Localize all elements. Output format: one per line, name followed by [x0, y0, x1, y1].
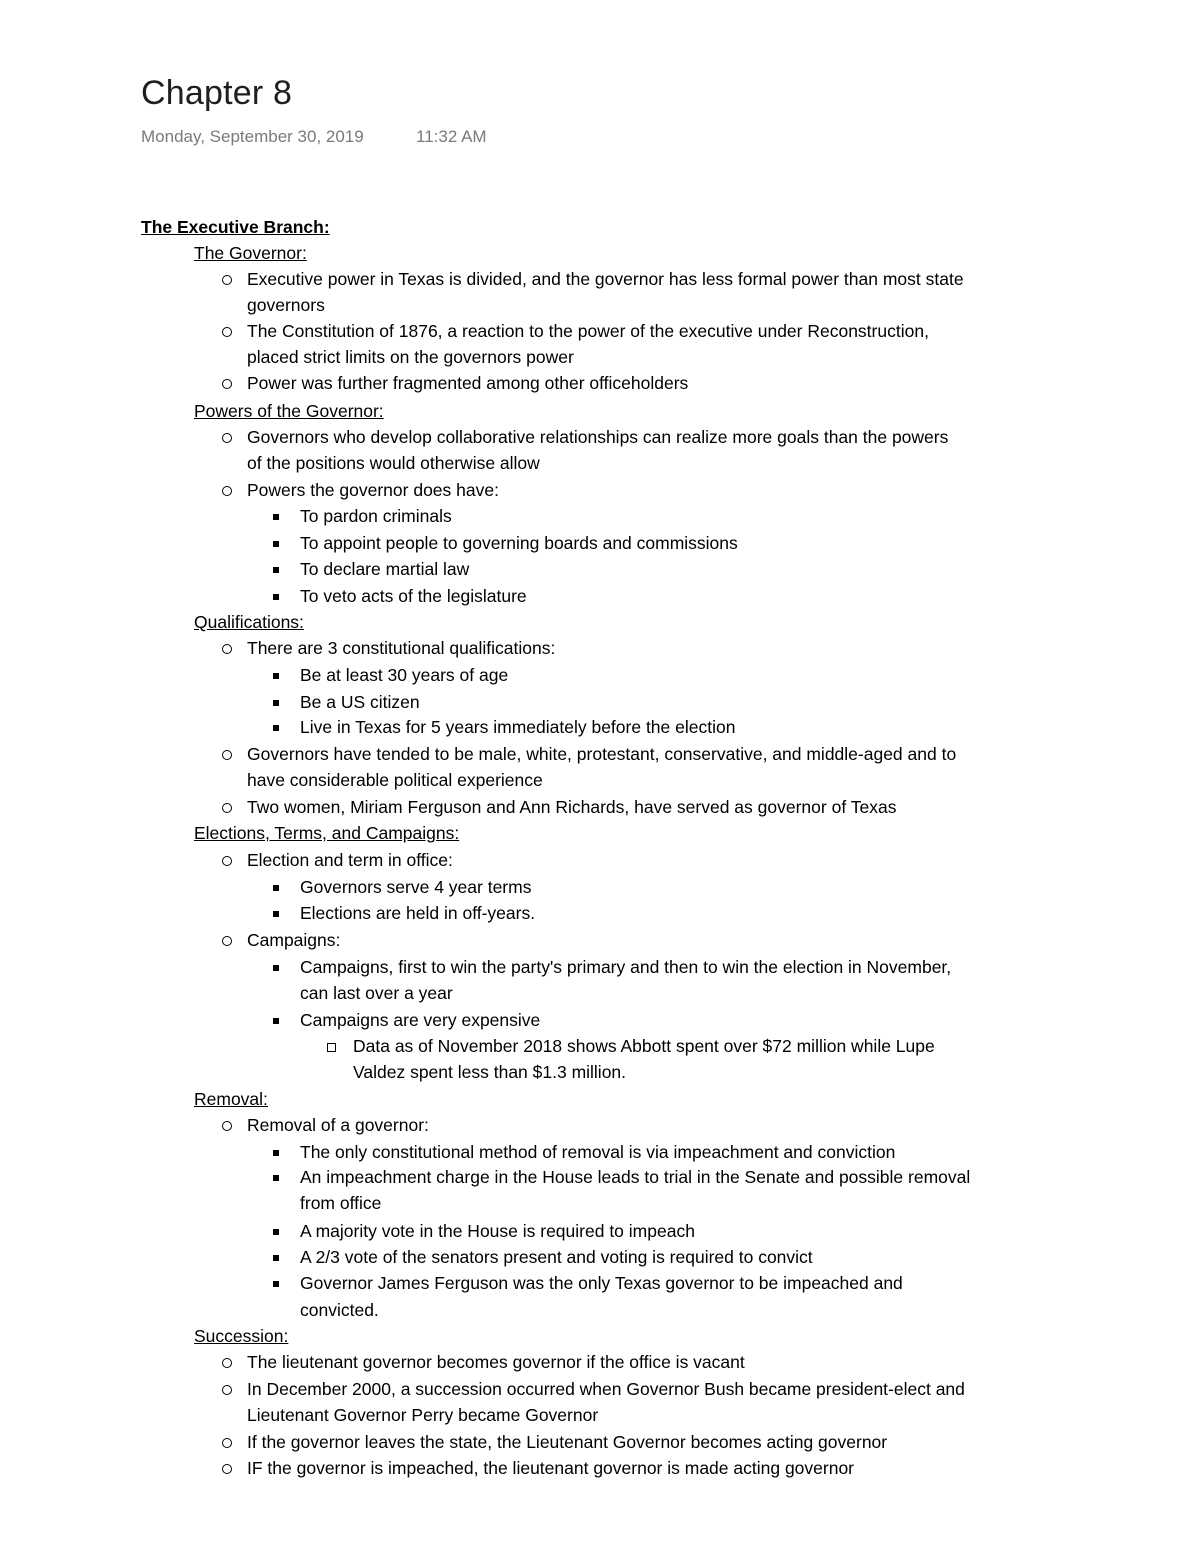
list-item: convicted.	[300, 1300, 379, 1320]
list-item: An impeachment charge in the House leads to trial in the Senate and possible removal	[300, 1167, 971, 1187]
section-heading: The Executive Branch:	[141, 217, 330, 237]
list-item: Removal of a governor:	[247, 1115, 429, 1135]
list-item: To appoint people to governing boards and commissions	[300, 533, 738, 553]
list-item: Campaigns, first to win the party's primary and then to win the election in November,	[300, 957, 952, 977]
circle-bullet-icon	[222, 1438, 232, 1448]
square-bullet-icon	[273, 541, 279, 547]
note-date: Monday, September 30, 2019	[141, 127, 364, 146]
list-item: governors	[247, 295, 325, 315]
circle-bullet-icon	[222, 1358, 232, 1368]
list-item: To veto acts of the legislature	[300, 586, 527, 606]
square-bullet-icon	[273, 885, 279, 891]
list-item: If the governor leaves the state, the Lieutenant Governor becomes acting governor	[247, 1432, 888, 1452]
list-item: Power was further fragmented among other officeholders	[247, 373, 689, 393]
list-item: IF the governor is impeached, the lieutenant governor is made acting governor	[247, 1458, 855, 1478]
list-item: Data as of November 2018 shows Abbott spent over $72 million while Lupe	[353, 1036, 935, 1056]
list-item: To declare martial law	[300, 559, 470, 579]
list-item: Campaigns:	[247, 930, 341, 950]
circle-bullet-icon	[222, 275, 232, 285]
circle-bullet-icon	[222, 856, 232, 866]
list-item: To pardon criminals	[300, 506, 452, 526]
list-item: can last over a year	[300, 983, 453, 1003]
subheading: Qualifications:	[194, 612, 304, 632]
list-item: In December 2000, a succession occurred when Governor Bush became president-elect and	[247, 1379, 965, 1399]
circle-bullet-icon	[222, 1121, 232, 1131]
list-item: A 2/3 vote of the senators present and voting is required to convict	[300, 1247, 813, 1267]
square-bullet-icon	[273, 594, 279, 600]
square-bullet-icon	[273, 965, 279, 971]
circle-bullet-icon	[222, 644, 232, 654]
list-item: Powers the governor does have:	[247, 480, 499, 500]
circle-bullet-icon	[222, 1385, 232, 1395]
square-bullet-icon	[273, 725, 279, 731]
square-bullet-icon	[273, 514, 279, 520]
list-item: Lieutenant Governor Perry became Governor	[247, 1405, 599, 1425]
list-item: from office	[300, 1193, 382, 1213]
note-time: 11:32 AM	[416, 127, 487, 146]
list-item: Campaigns are very expensive	[300, 1010, 541, 1030]
square-bullet-icon	[273, 1229, 279, 1235]
circle-bullet-icon	[222, 433, 232, 443]
list-item: There are 3 constitutional qualifications:	[247, 638, 556, 658]
square-bullet-icon	[273, 1281, 279, 1287]
list-item: Elections are held in off-years.	[300, 903, 536, 923]
list-item: have considerable political experience	[247, 770, 543, 790]
list-item: Governor James Ferguson was the only Texas governor to be impeached and	[300, 1273, 903, 1293]
list-item: The lieutenant governor becomes governor if the office is vacant	[247, 1352, 745, 1372]
subheading: The Governor:	[194, 243, 307, 263]
list-item: A majority vote in the House is required to impeach	[300, 1221, 695, 1241]
circle-bullet-icon	[222, 936, 232, 946]
square-bullet-icon	[273, 700, 279, 706]
list-item: Two women, Miriam Ferguson and Ann Richards, have served as governor of Texas	[247, 797, 897, 817]
circle-bullet-icon	[222, 379, 232, 389]
square-bullet-icon	[273, 673, 279, 679]
circle-bullet-icon	[222, 486, 232, 496]
list-item: placed strict limits on the governors power	[247, 347, 574, 367]
circle-bullet-icon	[222, 327, 232, 337]
circle-bullet-icon	[222, 750, 232, 760]
subheading: Elections, Terms, and Campaigns:	[194, 823, 460, 843]
square-bullet-icon	[273, 1018, 279, 1024]
list-item: Live in Texas for 5 years immediately before the election	[300, 717, 736, 737]
square-bullet-icon	[273, 567, 279, 573]
list-item: Governors have tended to be male, white, protestant, conservative, and middle-aged and to	[247, 744, 957, 764]
square-bullet-icon	[273, 1175, 279, 1181]
list-item: of the positions would otherwise allow	[247, 453, 540, 473]
subheading: Powers of the Governor:	[194, 401, 384, 421]
list-item: Governors who develop collaborative relationships can realize more goals than the powers	[247, 427, 949, 447]
list-item: Election and term in office:	[247, 850, 453, 870]
list-item: Executive power in Texas is divided, and the governor has less formal power than most state	[247, 269, 964, 289]
circle-bullet-icon	[222, 803, 232, 813]
hollow-square-bullet-icon	[327, 1043, 336, 1052]
circle-bullet-icon	[222, 1464, 232, 1474]
square-bullet-icon	[273, 1150, 279, 1156]
list-item: Valdez spent less than $1.3 million.	[353, 1062, 627, 1082]
square-bullet-icon	[273, 1255, 279, 1261]
list-item: The only constitutional method of removal is via impeachment and conviction	[300, 1142, 896, 1162]
page-title: Chapter 8	[141, 74, 293, 112]
list-item: Be a US citizen	[300, 692, 420, 712]
subheading: Succession:	[194, 1326, 289, 1346]
subheading: Removal:	[194, 1089, 268, 1109]
list-item: Governors serve 4 year terms	[300, 877, 532, 897]
list-item: Be at least 30 years of age	[300, 665, 509, 685]
square-bullet-icon	[273, 911, 279, 917]
list-item: The Constitution of 1876, a reaction to the power of the executive under Reconstruction,	[247, 321, 929, 341]
